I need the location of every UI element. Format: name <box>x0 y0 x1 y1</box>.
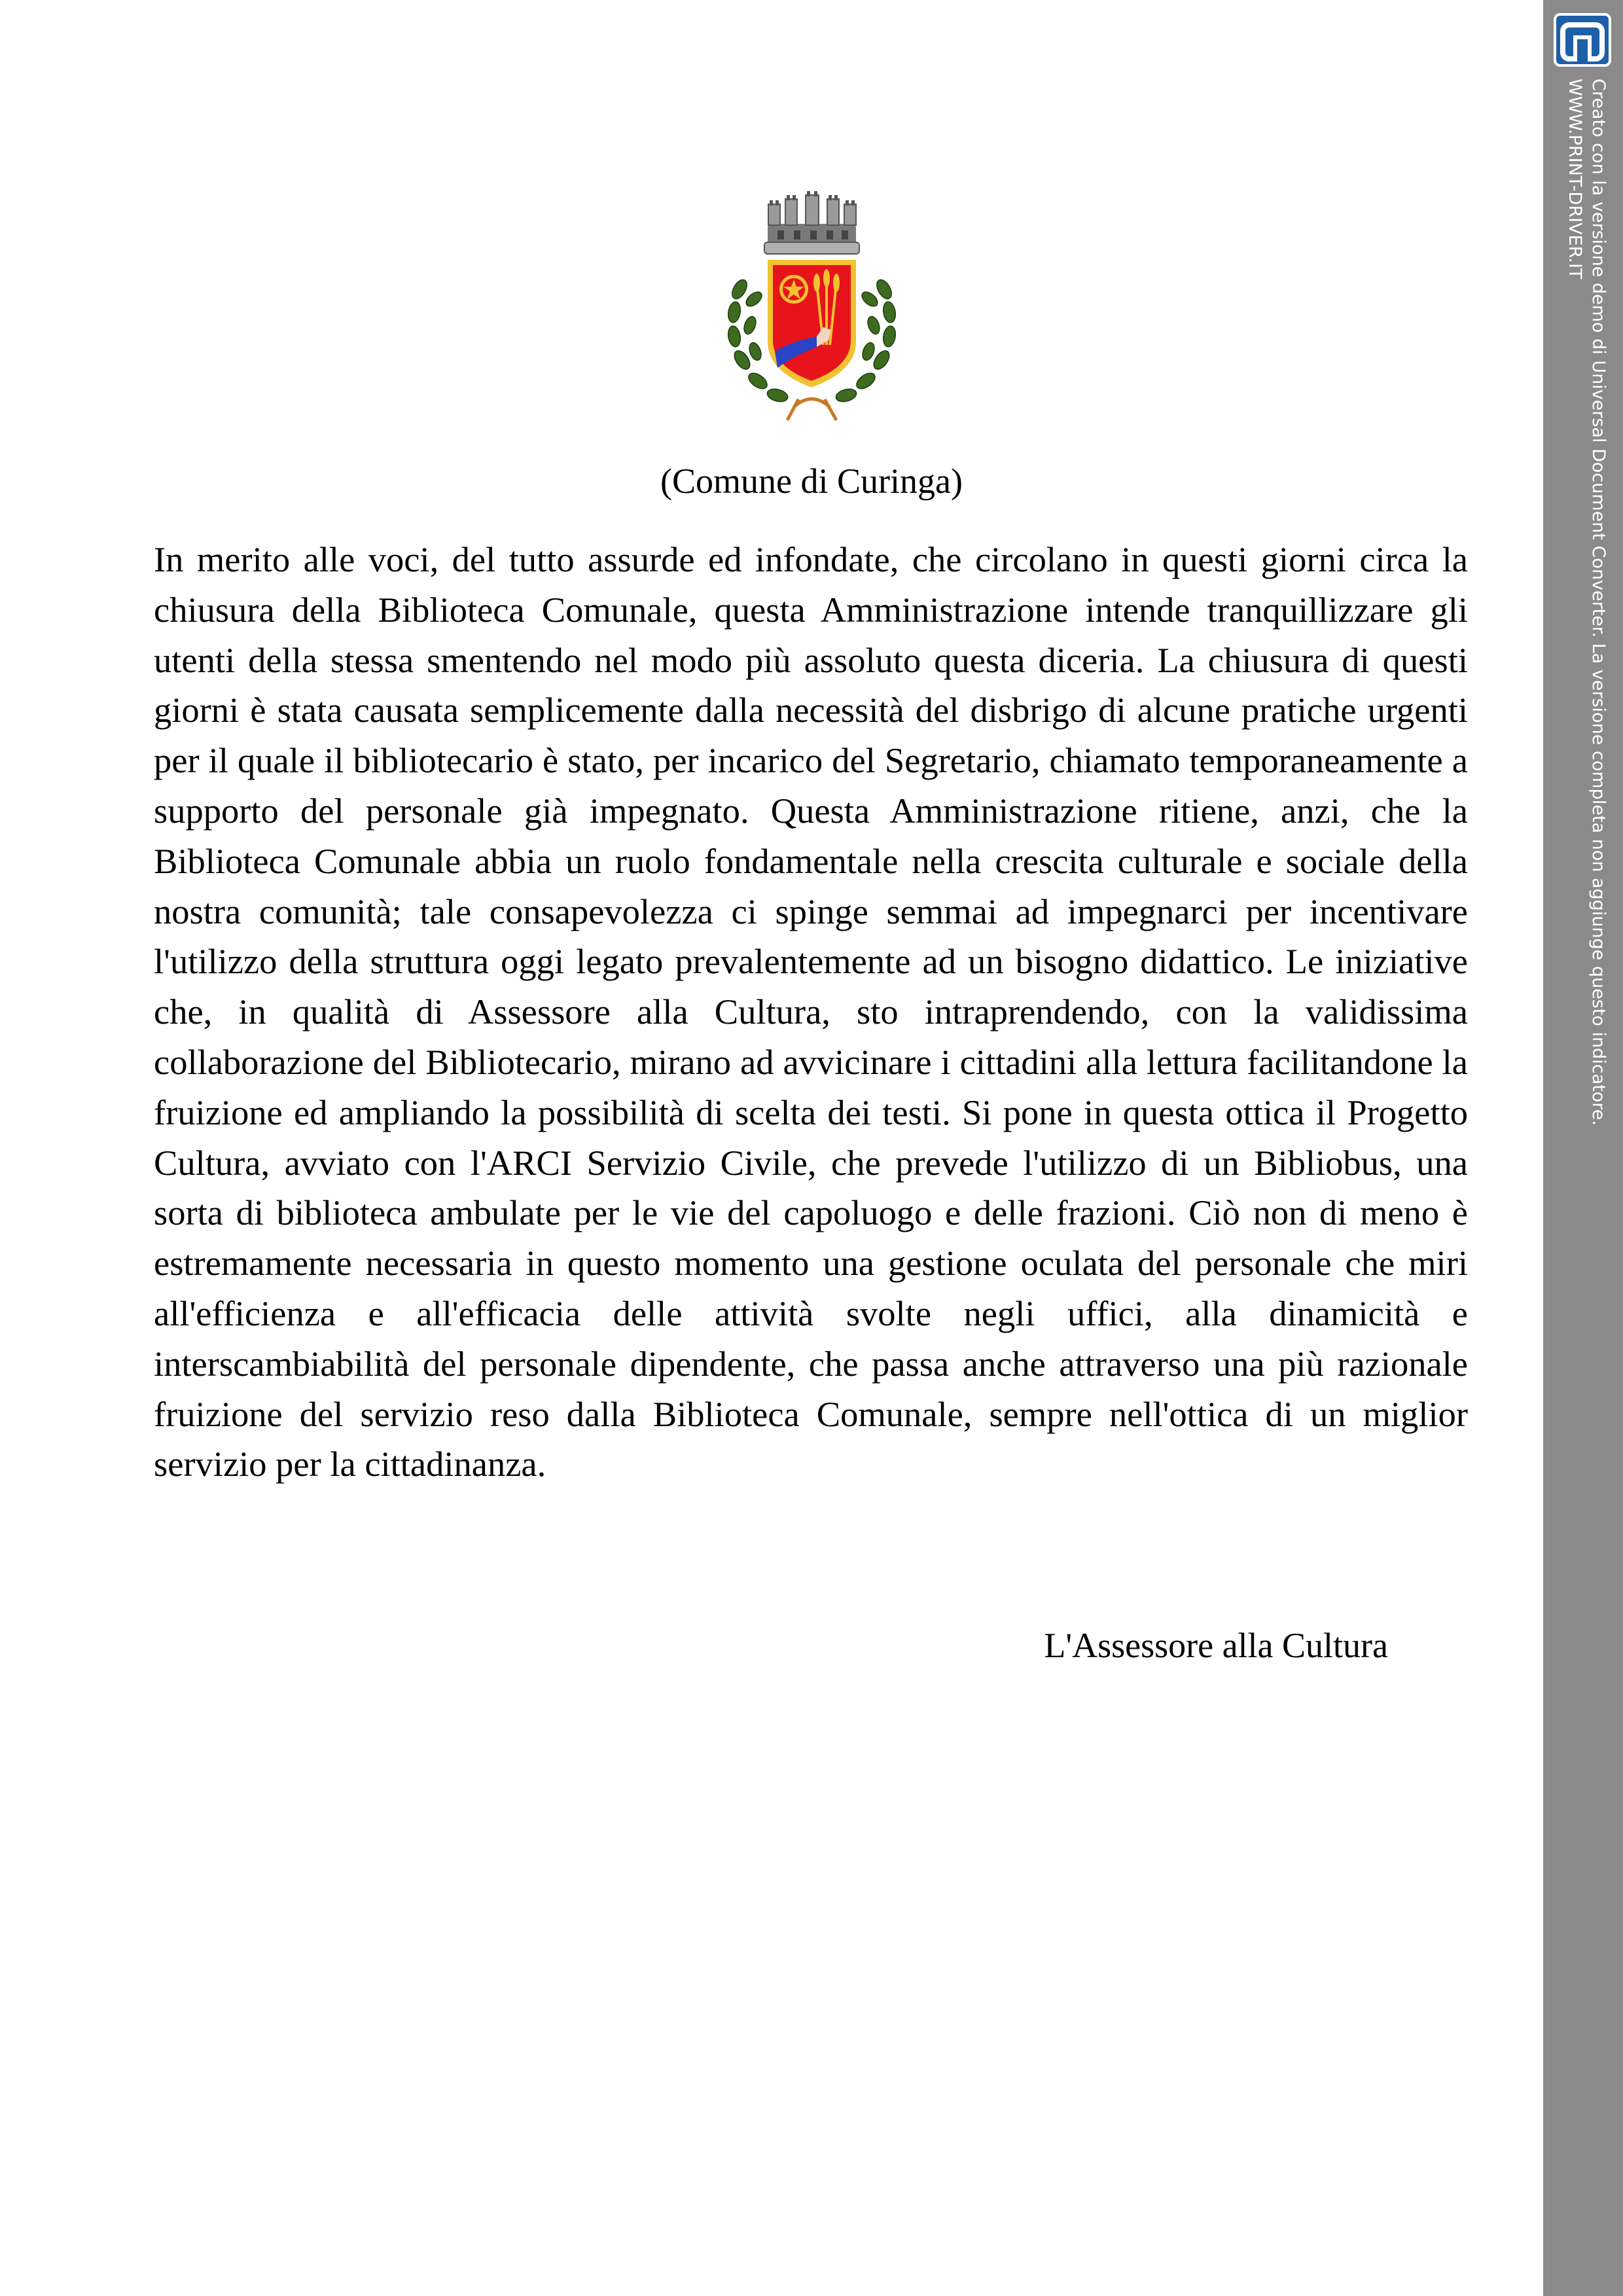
shield-icon <box>768 260 856 387</box>
watermark-text <box>1563 79 1610 1126</box>
body-paragraph: In merito alle voci, del tutto assurde ed infondate, che circolano in questi giorni circa la chiusura della Biblioteca Comunale, questa Amministrazione intende tranquillizzare gli utenti della stessa smentendo nel modo più assoluto questa diceria. La chiusura di questi giorni è stata causata semplicemente dalla necessità del disbrigo di alcune pratiche urgenti per il quale il bibliotecario è stato, per incarico del Segretario, chiamato temporaneamente a supporto del personale già impegnato. Questa Amministrazione ritiene, anzi, che la Biblioteca Comunale abbia un ruolo fondamentale nella crescita culturale e sociale della nostra comunità; tale consapevolezza ci spinge semmai ad impegnarci per incentivare l'utilizzo della struttura oggi legato prevalentemente ad un bisogno didattico. Le iniziative che, in qualità di Assessore alla Cultura, sto intraprendendo, con la validissima collaborazione del Bibliotecario, mirano ad avvicinare i cittadini alla lettura facilitandone la fruizione ed ampliando la possibilità di scelta dei testi. Si pone in questa ottica il Progetto Cultura, avviato con l'ARCI Servizio Civile, che prevede l'utilizzo di un Bibliobus, una sorta di biblioteca ambulate per le vie del capoluogo e delle frazioni. Ciò non di meno è estremamente necessaria in questo momento una gestione oculata del personale che miri all'efficienza e all'efficacia delle attività svolte negli uffici, alla dinamicità e interscambiabilità del personale dipendente, che passa anche attraverso una più razionale fruizione del servizio reso dalla Biblioteca Comunale, sempre nell'ottica di un miglior servizio per la cittadinanza. <box>154 539 1468 1484</box>
comune-title: (Comune di Curinga) <box>660 461 963 501</box>
signature: L'Assessore alla Cultura <box>1044 1626 1388 1665</box>
crown-icon <box>764 191 859 254</box>
document-converter-logo-icon[interactable] <box>1554 13 1611 67</box>
ribbon-icon <box>787 399 836 421</box>
coat-of-arms-icon <box>725 191 899 423</box>
watermark-line-1: Creato con la versione demo di Universal Document Converter. La versione completa non aggiunge questo indicatore. <box>1588 79 1609 1126</box>
watermark-line-2[interactable]: WWW.PRINT-DRIVER.IT <box>1565 79 1585 279</box>
